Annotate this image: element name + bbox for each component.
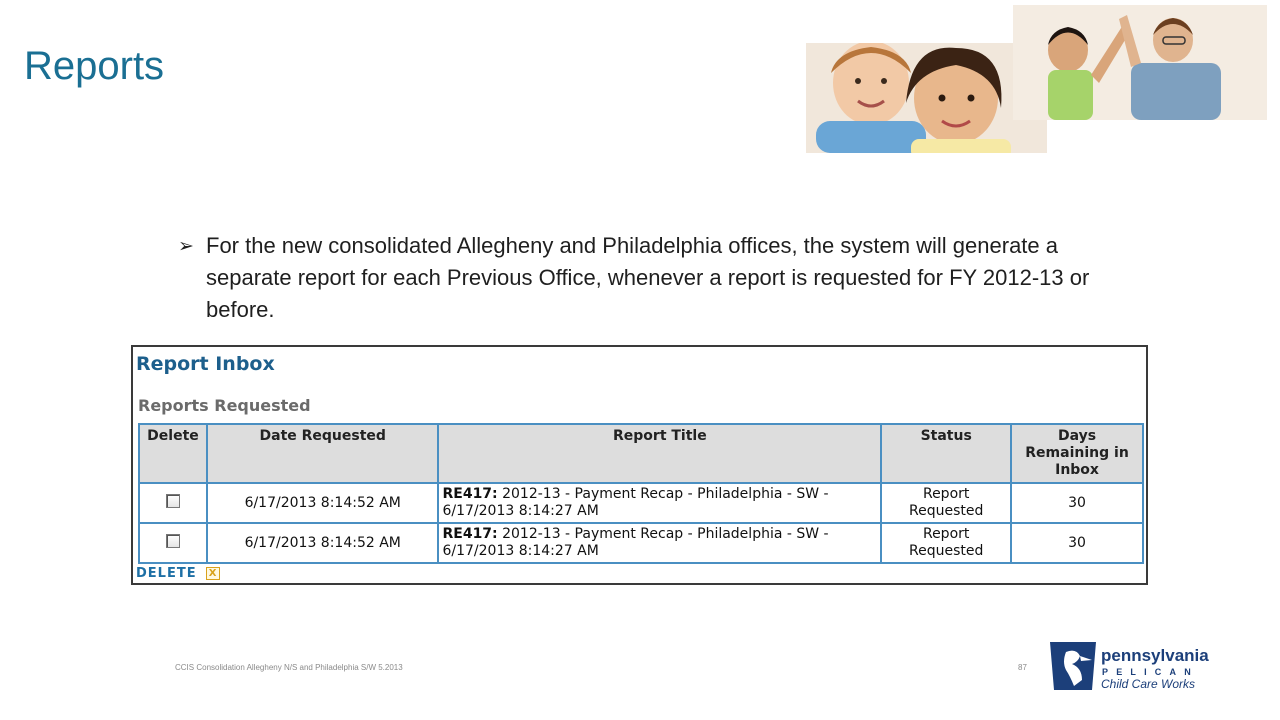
logo-text-pelican: PELICAN — [1102, 667, 1199, 677]
slide-title: Reports — [24, 44, 165, 88]
delete-checkbox[interactable] — [166, 494, 180, 508]
table-header-row — [139, 424, 1143, 483]
status-cell: Report Requested — [881, 483, 1011, 523]
report-code: RE417: — [442, 486, 498, 502]
reports-requested-table — [138, 423, 1144, 564]
column-header-days-remaining: Days Remaining in Inbox — [1011, 424, 1143, 483]
date-requested-cell: 6/17/2013 8:14:52 AM — [207, 523, 439, 563]
delete-label: DELETE — [136, 566, 197, 581]
logo-text-pennsylvania: pennsylvania — [1101, 646, 1209, 665]
delete-cell — [139, 483, 207, 523]
report-code: RE417: — [442, 526, 498, 542]
delete-x-icon: X — [206, 567, 220, 580]
arrow-bullet-icon: ➢ — [178, 236, 194, 257]
keystone-pelican-icon — [1048, 640, 1098, 692]
report-title-text: 2012-13 - Payment Recap - Philadelphia - SW - 6/17/2013 8:14:27 AM — [442, 486, 829, 519]
reports-requested-heading: Reports Requested — [138, 396, 311, 415]
logo-text-child-care-works: Child Care Works — [1101, 677, 1196, 691]
date-requested-cell: 6/17/2013 8:14:52 AM — [207, 483, 439, 523]
table-row — [139, 523, 1143, 563]
column-header-date-requested: Date Requested — [207, 424, 439, 483]
footer-text: CCIS Consolidation Allegheny N/S and Philadelphia S/W 5.2013 — [175, 663, 403, 672]
days-remaining-cell: 30 — [1011, 523, 1143, 563]
page-number: 87 — [1018, 663, 1027, 672]
delete-checkbox[interactable] — [166, 534, 180, 548]
bullet-text: For the new consolidated Allegheny and Philadelphia offices, the system will generate a separate report for each Previous Office, whenever a report is requested for FY 2012-13 or before. — [206, 233, 1090, 322]
report-title-cell — [438, 523, 881, 563]
table-row — [139, 483, 1143, 523]
bullet-point — [178, 230, 1098, 326]
status-cell: Report Requested — [881, 523, 1011, 563]
report-inbox-title: Report Inbox — [136, 353, 275, 375]
column-header-status: Status — [881, 424, 1011, 483]
days-remaining-cell: 30 — [1011, 483, 1143, 523]
delete-cell — [139, 523, 207, 563]
report-title-text: 2012-13 - Payment Recap - Philadelphia - SW - 6/17/2013 8:14:27 AM — [442, 526, 829, 559]
delete-button[interactable] — [136, 566, 220, 581]
report-inbox-screenshot — [131, 345, 1148, 585]
report-title-cell — [438, 483, 881, 523]
children-photo-right-image — [1013, 5, 1267, 120]
children-photo-left — [806, 43, 1047, 153]
children-photo-left-image — [806, 43, 1047, 153]
column-header-delete: Delete — [139, 424, 207, 483]
children-photo-right — [1013, 5, 1267, 120]
column-header-report-title: Report Title — [438, 424, 881, 483]
pennsylvania-pelican-logo — [1048, 640, 1228, 692]
